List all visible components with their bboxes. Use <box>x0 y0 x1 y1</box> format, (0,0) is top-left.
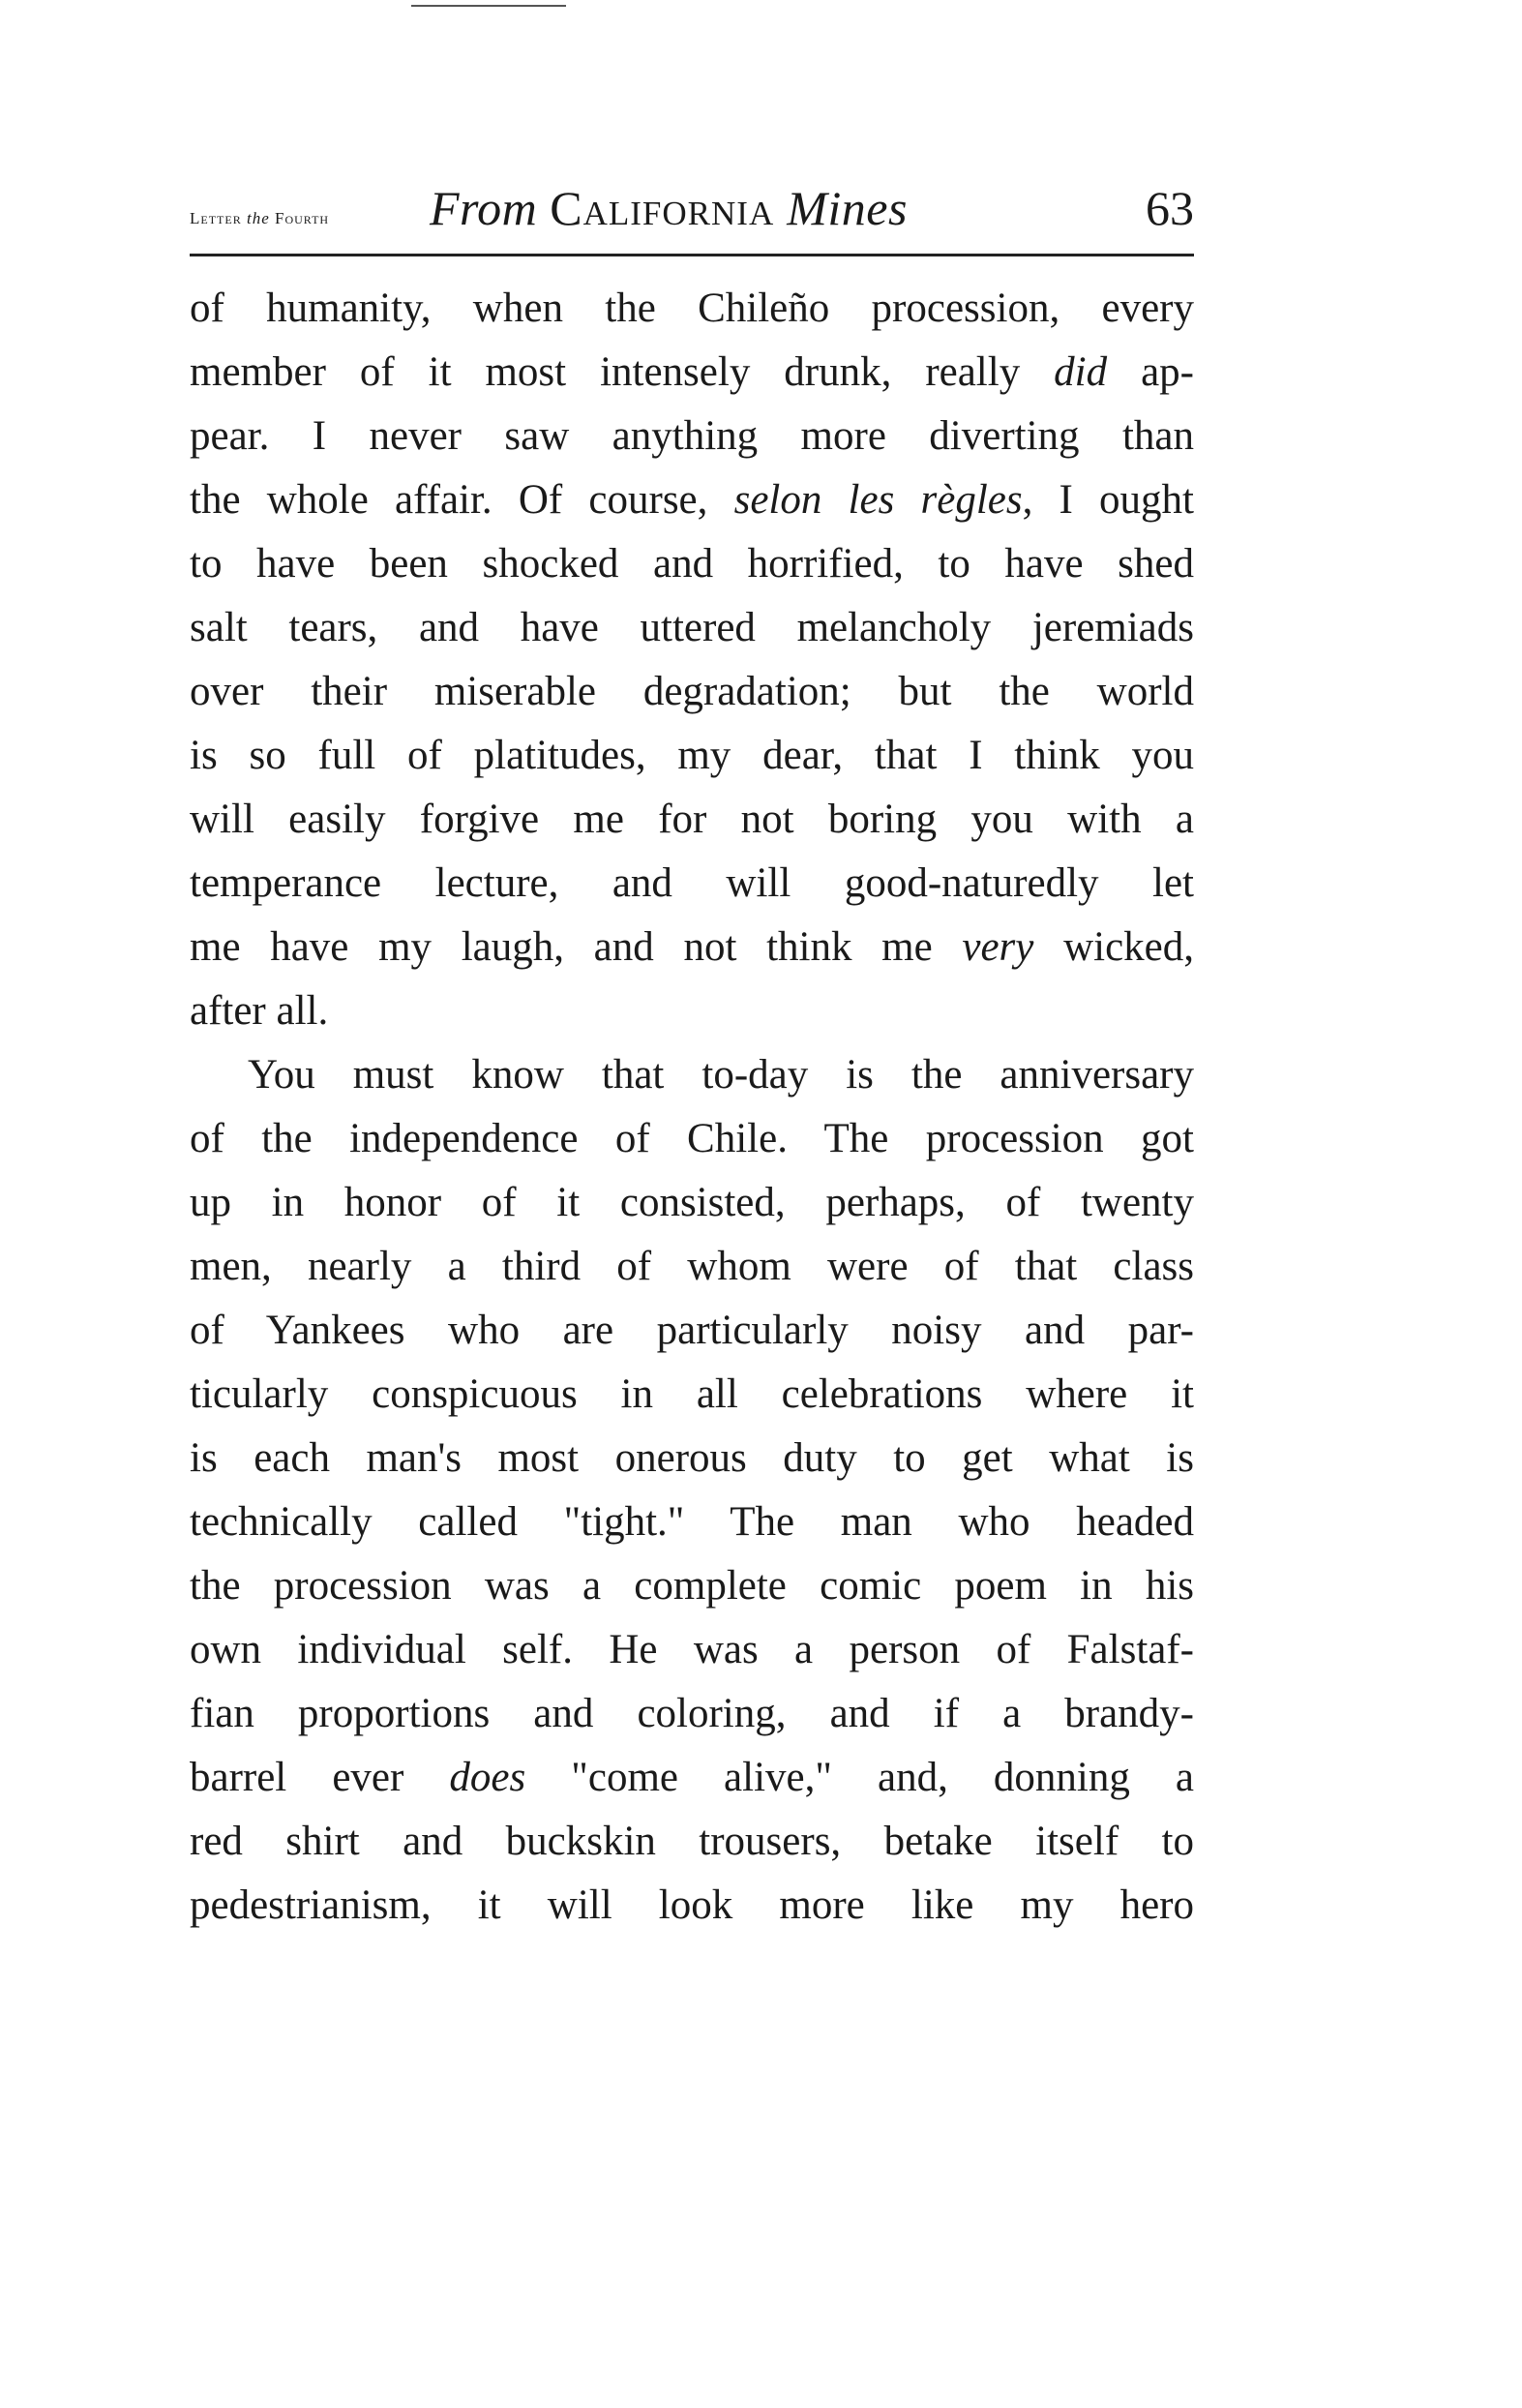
text-run: , I ought <box>1022 477 1194 523</box>
text-run: the whole affair. Of course, <box>190 477 734 523</box>
italic-word: does <box>449 1755 526 1800</box>
text-line: red shirt and buckskin trousers, betake itself to <box>190 1819 1194 1864</box>
running-head <box>190 163 1194 240</box>
text-line: of Yankees who are particularly noisy and par- <box>190 1308 1194 1353</box>
italic-word: very <box>962 924 1034 970</box>
text-line: the procession was a complete comic poem in his <box>190 1563 1194 1609</box>
text-line: pedestrianism, it will look more like my hero <box>190 1882 1194 1928</box>
text-run: member of it most intensely drunk, really <box>190 349 1055 395</box>
title-california: California <box>550 181 775 235</box>
letter-label <box>190 209 329 228</box>
letter-number: Fourth <box>275 209 330 227</box>
text-line: to have been shocked and horrified, to have shed <box>190 541 1194 587</box>
top-rule <box>411 5 566 7</box>
book-title <box>430 180 908 236</box>
text-run: ap- <box>1107 349 1194 395</box>
letter-the: the <box>246 209 270 227</box>
italic-word: did <box>1054 349 1108 395</box>
text-line: of the independence of Chile. The procession got <box>190 1116 1194 1161</box>
title-from: From <box>430 181 538 235</box>
italic-phrase: selon les règles <box>733 477 1023 523</box>
text-line: You must know that to-day is the anniversary <box>248 1052 1194 1098</box>
text-line: will easily forgive me for not boring you with a <box>190 797 1194 842</box>
text-line <box>190 468 1194 532</box>
title-mines: Mines <box>787 181 908 235</box>
text-line: of humanity, when the Chileño procession, every <box>190 286 1194 331</box>
header-rule <box>190 254 1194 256</box>
text-line: is each man's most onerous duty to get what is <box>190 1435 1194 1481</box>
text-line: temperance lecture, and will good-naturedly let <box>190 860 1194 906</box>
text-line: over their miserable degradation; but the world <box>190 669 1194 714</box>
text-line: technically called "tight." The man who headed <box>190 1499 1194 1545</box>
text-line: is so full of platitudes, my dear, that I think you <box>190 733 1194 778</box>
text-line: ticularly conspicuous in all celebrations where it <box>190 1371 1194 1417</box>
text-line: own individual self. He was a person of Falstaf- <box>190 1627 1194 1672</box>
page-number: 63 <box>1146 181 1194 235</box>
body-text <box>190 277 1194 1938</box>
text-line: pear. I never saw anything more diverting than <box>190 413 1194 459</box>
text-line: fian proportions and coloring, and if a brandy- <box>190 1691 1194 1736</box>
text-line: salt tears, and have uttered melancholy jeremiads <box>190 605 1194 650</box>
text-line <box>190 1746 1194 1810</box>
text-run: "come alive," and, donning a <box>525 1755 1195 1800</box>
text-run: wicked, <box>1033 924 1194 970</box>
text-line: after all. <box>190 988 329 1034</box>
text-run: barrel ever <box>190 1755 450 1800</box>
text-line <box>190 916 1194 979</box>
text-run: me have my laugh, and not think me <box>190 924 963 970</box>
text-line: up in honor of it consisted, perhaps, of twenty <box>190 1180 1194 1225</box>
text-line: men, nearly a third of whom were of that class <box>190 1244 1194 1289</box>
letter-word: Letter <box>190 209 242 227</box>
text-line <box>190 341 1194 405</box>
